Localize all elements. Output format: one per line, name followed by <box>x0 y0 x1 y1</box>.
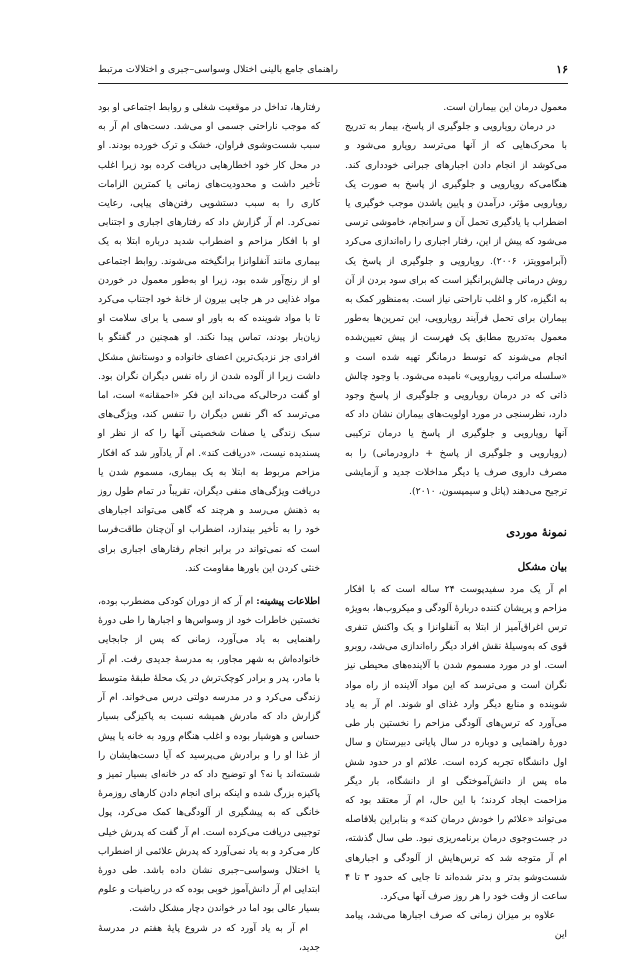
paragraph: معمول درمان این بیماران است. <box>443 102 567 113</box>
left-column <box>98 98 320 953</box>
paragraph: در درمان رویارویی و جلوگیری از پاسخ، بیمار به تدریج با محرک‌هایی که از آنها می‌ترسد رویارو می‌شود و می‌کوشد از انجام دادن اجبارهای جبرانی خودداری کند. هنگامی‌که رویارویی و جلوگیری از پاسخ به صورت یک رویارویی مؤثر، درآمدن و پایین‌ یاشدن موجب خوگیری یا اضطراب یا یادگیری تحمل آن و سرانجام، خاموشی ترسی می‌شود که پیش از این، رفتار اجباری را راه‌اندازی می‌کرد (آبراموویتز، ۲۰۰۶). رویارویی و جلوگیری از پاسخ یک روش درمانی چالش‌برانگیز است که برای سود بردن از آن به انگیزه، کار و اغلب ناراحتی نیاز است. به‌منظور کمک به بیماران برای تحمل فرآیند رویارویی، این تمرین‌ها به‌طور معمول به‌تدریج مطابق یک فهرست از پیش تعیین‌شده انجام می‌شوند که توسط درمانگر تهیه شده است و «سلسله مراتب رویارویی» نامیده می‌شود. با وجود چالش ذاتی که در درمان رویارویی و جلوگیری از پاسخ وجود دارد، نظرسنجی در مورد اولویت‌های بیماران نشان داد که آنها رویارویی و جلوگیری از پاسخ یا درمان ترکیبی (رویارویی و جلوگیری از پاسخ + دارودرمانی) را به مصرف داروی صرف یا دیگر مداخلات جدید و آزمایشی ترجیح می‌دهند (پاتل و سیمپسون، ۲۰۱۰). <box>345 121 567 498</box>
right-column <box>345 98 567 941</box>
running-title: راهنمای جامع بالینی اختلال وسواسی–جبری و اختلالات مرتبط <box>98 63 339 75</box>
page-header <box>98 60 568 78</box>
background-label: اطلاعات پیشینه: <box>256 596 320 608</box>
section-heading: نمونهٔ موردی <box>506 525 567 540</box>
paragraph: ام آر یک مرد سفیدپوست ۲۴ ساله است که با افکار مزاحم و پریشان کننده دربارهٔ آلودگی و میکروب‌ها، به‌ویژه ترس اغراق‌آمیز از ابتلا به آنفلوانزا و یک واکنش تنفری قوی که به‌وسیلهٔ نقش افراد دیگر راه‌اندازی می‌شد، روبرو است. او در مورد مسموم شدن با آلاینده‌های محیطی نیز نگران است و می‌ترسد که این مواد آلاینده از راه مواد شوینده و منابع دیگر وارد غذای او شوند. ام آر به یاد می‌آورد که ترس‌های آلودگی مزاحم را نخستین بار طی دورهٔ راهنمایی و دوباره در سال پایانی دبیرستان و سال اول دانشگاه تجربه کرده است. علائم او در حدود شش ماه پس از دانش‌آموختگی او از دانشگاه، بار دیگر مزاحمت ایجاد کردند؛ با این حال، ام آر معتقد بود که می‌تواند «علائم را خودش درمان کند» و بنابراین بلافاصله در جست‌وجوی درمان برنامه‌ریزی نبود. طی سال گذشته، ام آر متوجه شد که ترس‌هایش از آلودگی و اجبارهای شست‌وشو بدتر و بدتر شده‌اند تا جایی که حدود ۳ تا ۴ ساعت از وقت خود را هر روز صرف آنها می‌کرد. <box>345 583 567 902</box>
page-number: ۱۶ <box>556 62 568 76</box>
header-rule <box>98 83 568 84</box>
paragraph-gap <box>98 578 320 592</box>
paragraph: رفتارها، تداخل در موقعیت شغلی و روابط اجتماعی او بود که موجب ناراحتی جسمی او می‌شد. دست‌های ام آر به سبب شست‌وشوی فراوان، خشک و ترک خورده بودند. او در محل کار خود اخطارهایی دریافت کرده بود زیرا اغلب تأخیر داشت و محدودیت‌های زمانی یا کمترین الزامات کاری را به سبب دستشویی رفتن‌های پیاپی، رعایت نمی‌کرد. ام آر گزارش داد که رفتارهای اجباری و اجتنابی او با افکار مزاحم و اضطراب شدید درباره ابتلا به یک بیماری مانند آنفلوانزا برانگیخته می‌شوند. روابط اجتماعی او از رنج‌آور شده بود، زیرا او به‌طور معمول در خوردن مواد غذایی در هر جایی بیرون از خانهٔ خود اجتناب می‌کرد تا با مواد شوینده که به باور او سمی یا برای سلامت او زیان‌بار بودند، تماس پیدا نکند. او همچنین در گفتگو با افرادی جز نزدیک‌ترین اعضای خانواده و دوستانش مشکل داشت زیرا از آلوده شدن از راه نفس دیگران نگران بود. او گفت درحالی‌که می‌داند این فکر «احمقانه» است، اما می‌ترسد که اگر نفس دیگران را تنفس کند، ویژگی‌های سبک زندگی یا صفات شخصیتی آنها را که از نظر او پسندیده نیست، «دریافت کند». ام آر یادآور شد که افکار مزاحم مربوط به ابتلا به یک بیماری، مسموم شدن یا دریافت ویژگی‌های منفی دیگران، تقریباً در تمام طول روز به ذهنش می‌رسد و هرچند که گاهی می‌تواند اجبارهای خود را به تأخیر بیندازد، اضطراب او آن‌چنان طاقت‌فرسا است که نمی‌تواند در برابر انجام رفتارهای اجباری برای خنثی کردن این باورها مقاومت کند. <box>98 102 320 574</box>
paragraph: ام آر به یاد آورد که در شروع پایهٔ هفتم در مدرسهٔ جدید، <box>98 922 320 953</box>
background-text: ام آر که از دوران کودکی مضطرب بوده، نخستین خاطرات خود از وسواس‌ها و اجبارها را طی دورهٔ راهنمایی به یاد می‌آورد، زمانی که پس از جابجایی خانواده‌اش به شهر مجاور، به مدرسهٔ جدیدی رفت. ام آر با مادر، پدر و برادر کوچک‌ترش در یک محلهٔ طبقهٔ متوسط زندگی می‌کرد و در مدرسه دولتی درس می‌خواند. ام آر گزارش داد که مادرش همیشه نسبت به پاکیزگی بسیار حساس و هوشیار بوده و اغلب هنگام ورود به خانه یا پیش از غذا او را و برادرش می‌پرسید که آیا دست‌هایشان را شسته‌اند یا نه؟ او توضیح داد که در خانه‌ای بسیار تمیز و پاکیزه بزرگ شده و اینکه برای انجام دادن کارهای روزمرهٔ خانگی که به پیشگیری از آلودگی‌ها کمک می‌کرد، پول توجیبی دریافت می‌کرده است. ام آر گفت که پدرش خیلی کار می‌کرد و به یاد نمی‌آورد که پدرش علائمی از اضطراب یا اختلال وسواسی–جبری نشان داده باشد. طی دورهٔ ابتدایی ام آر دانش‌آموز خوبی بوده که در ریاضیات و علوم بسیار عالی بود اما در خواندن دچار مشکل داشت. <box>98 596 320 915</box>
paragraph: علاوه بر میزان زمانی که صرف اجبارها می‌شد، پیامد این <box>345 910 567 941</box>
paragraph <box>98 592 320 918</box>
subsection-heading: بیان مشکل <box>517 561 567 574</box>
